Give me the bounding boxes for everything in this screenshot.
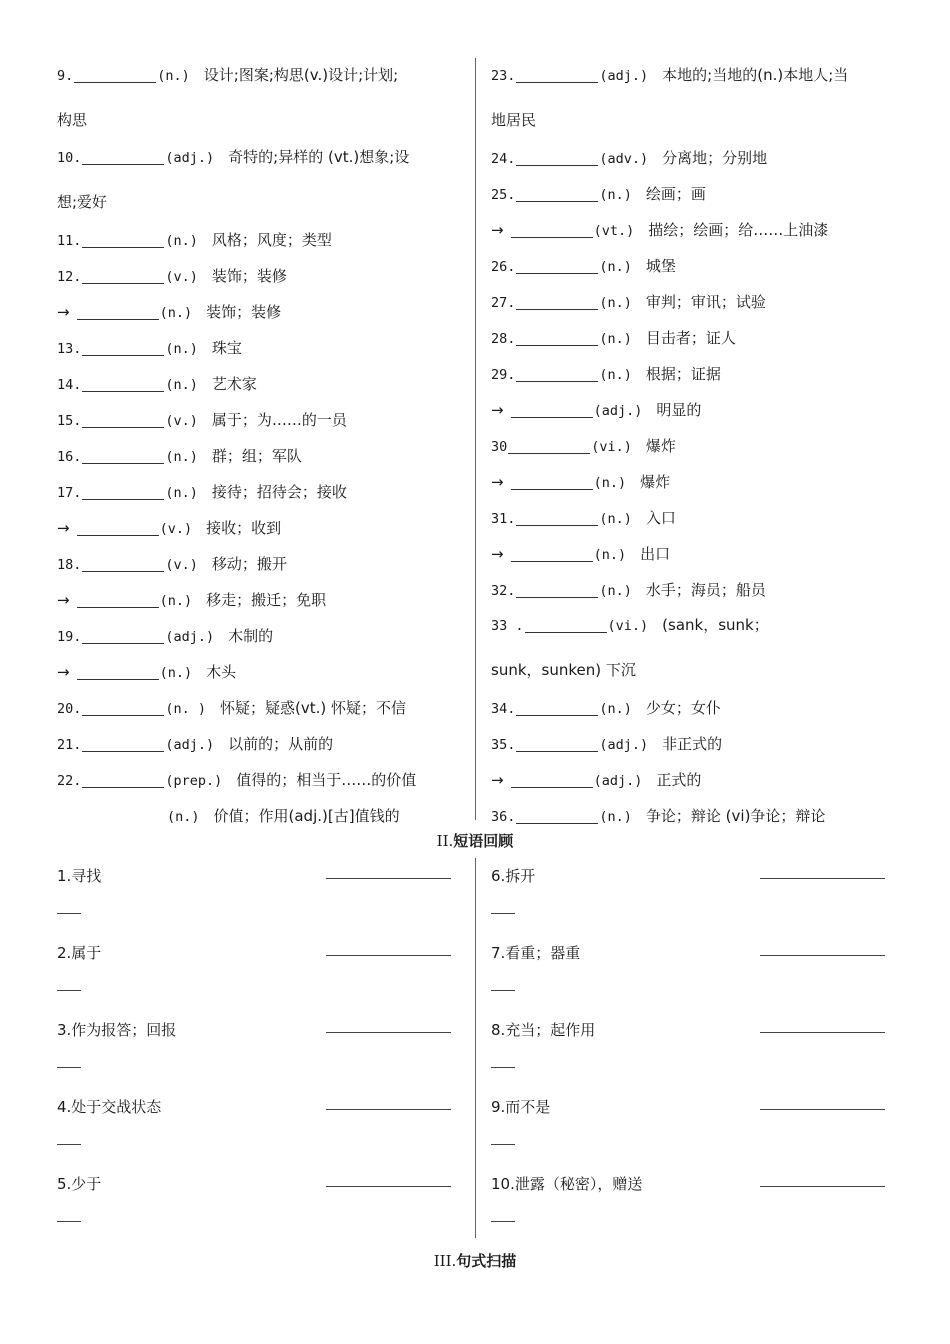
definition: 移走；搬迁；免职 — [206, 591, 327, 609]
part-of-speech: (n.) — [165, 341, 198, 357]
phrase-prompt: 6.拆开 — [491, 867, 536, 885]
phrase-prompt: 1.寻找 — [57, 867, 102, 885]
vocab-entry-continuation — [491, 100, 891, 140]
definition: 价值；作用(adj.)[古]值钱的 — [213, 807, 400, 825]
part-of-speech: (n.) — [599, 295, 632, 311]
section-title: 短语回顾 — [453, 832, 514, 850]
part-of-speech: (n.) — [159, 665, 193, 681]
part-of-speech: (v.) — [165, 557, 198, 573]
phrase-item — [57, 1096, 457, 1156]
definition: 本地的;当地的(n.)本地人;当 — [662, 66, 849, 84]
answer-blank — [77, 591, 159, 608]
definition: 群；组；军队 — [211, 447, 302, 465]
entry-number: 12. — [57, 269, 82, 285]
answer-blank — [511, 221, 593, 238]
phrase-item — [491, 1173, 891, 1233]
answer-blank — [508, 437, 590, 454]
answer-blank — [77, 519, 159, 536]
part-of-speech: (adj.) — [165, 737, 215, 753]
answer-line — [326, 955, 451, 956]
definition: 木制的 — [228, 627, 274, 645]
vocab-entry — [57, 654, 465, 690]
entry-number: 28. — [491, 331, 516, 347]
phrase-item — [491, 1096, 891, 1156]
part-of-speech: (prep.) — [165, 773, 223, 789]
vocab-entry — [491, 212, 891, 248]
vocab-entry — [491, 572, 891, 608]
section-number: II. — [436, 832, 454, 850]
vocab-entry-continuation — [491, 650, 891, 690]
answer-blank — [516, 257, 598, 274]
answer-line-tail — [491, 990, 515, 991]
phrase-item — [57, 1173, 457, 1233]
definition: 少女；女仆 — [645, 699, 721, 717]
entry-number: 31. — [491, 511, 516, 527]
part-of-speech: (v.) — [165, 413, 198, 429]
vocab-entry — [57, 222, 465, 258]
definition: 审判；审讯；试验 — [645, 293, 766, 311]
phrase-prompt: 8.充当；起作用 — [491, 1021, 596, 1039]
part-of-speech: (adj.) — [593, 403, 643, 419]
definition: 装饰；装修 — [206, 303, 282, 321]
part-of-speech: (n.) — [157, 68, 190, 84]
answer-blank — [82, 699, 164, 716]
derived-arrow-icon: → — [57, 303, 70, 321]
entry-number: 23. — [491, 68, 516, 84]
answer-blank — [82, 339, 164, 356]
part-of-speech: (n.) — [599, 511, 632, 527]
entry-number: 20. — [57, 701, 82, 717]
sentence-section-heading — [0, 1250, 950, 1271]
entry-number: 30 — [491, 439, 508, 455]
answer-blank — [516, 735, 598, 752]
definition: 入口 — [645, 509, 676, 527]
answer-blank — [516, 807, 598, 824]
definition: 艺术家 — [211, 375, 257, 393]
part-of-speech: (n.) — [599, 367, 632, 383]
phrase-item — [491, 942, 891, 1002]
definition: 城堡 — [645, 257, 676, 275]
entry-number: 17. — [57, 485, 82, 501]
definition: 目击者；证人 — [645, 329, 736, 347]
answer-blank — [82, 735, 164, 752]
vocab-entry — [57, 438, 465, 474]
vocab-left-column — [57, 58, 465, 834]
derived-arrow-icon: → — [491, 545, 504, 563]
definition: 接待；招待会；接收 — [211, 483, 347, 501]
answer-blank — [82, 555, 164, 572]
definition: 怀疑；疑惑(vt.) 怀疑；不信 — [220, 699, 407, 717]
definition: 争论；辩论 (vi)争论；辩论 — [645, 807, 826, 825]
vocab-entry — [57, 690, 465, 726]
part-of-speech: (n.) — [165, 449, 198, 465]
vocab-entry — [57, 474, 465, 510]
vocab-entry — [57, 140, 465, 182]
vocab-entry — [57, 618, 465, 654]
vocab-entry — [57, 366, 465, 402]
phrase-prompt: 10.泄露（秘密），赠送 — [491, 1175, 643, 1193]
definition: 风格；风度；类型 — [211, 231, 332, 249]
vocab-entry — [57, 798, 465, 834]
answer-blank — [516, 699, 598, 716]
answer-line — [326, 1109, 451, 1110]
answer-line-tail — [57, 1067, 81, 1068]
answer-line — [326, 1186, 451, 1187]
answer-blank — [82, 627, 164, 644]
part-of-speech: (vi.) — [591, 439, 632, 455]
vocab-entry — [57, 294, 465, 330]
entry-number: 27. — [491, 295, 516, 311]
entry-number: 14. — [57, 377, 82, 393]
answer-line — [326, 1032, 451, 1033]
entry-number: 18. — [57, 557, 82, 573]
entry-number: 34. — [491, 701, 516, 717]
part-of-speech: (n.) — [159, 305, 193, 321]
entry-number: 9. — [57, 68, 74, 84]
phrase-prompt: 2.属于 — [57, 944, 102, 962]
vocab-entry — [57, 762, 465, 798]
vocab-entry — [491, 58, 891, 100]
entry-number: 35. — [491, 737, 516, 753]
vocab-entry — [491, 762, 891, 798]
definition: 水手；海员；船员 — [645, 581, 766, 599]
vocab-entry — [57, 582, 465, 618]
vocab-entry — [491, 356, 891, 392]
entry-number: 25. — [491, 187, 516, 203]
answer-blank — [74, 66, 156, 83]
answer-blank — [82, 771, 164, 788]
derived-arrow-icon: → — [57, 519, 70, 537]
answer-line — [760, 1032, 885, 1033]
part-of-speech: (n.) — [165, 485, 198, 501]
answer-blank — [516, 149, 598, 166]
part-of-speech: (n.) — [165, 233, 198, 249]
part-of-speech: (adj.) — [599, 68, 649, 84]
vocab-entry — [491, 248, 891, 284]
definition-continuation: sunk，sunken) 下沉 — [491, 661, 636, 679]
answer-line-tail — [491, 1067, 515, 1068]
answer-blank — [511, 545, 593, 562]
phrase-item — [491, 1019, 891, 1079]
definition: 属于；为……的一员 — [211, 411, 347, 429]
vocab-entry — [491, 608, 891, 650]
phrase-prompt: 9.而不是 — [491, 1098, 551, 1116]
entry-number: 13. — [57, 341, 82, 357]
phrase-item — [57, 942, 457, 1002]
definition-continuation: 想;爱好 — [57, 193, 108, 211]
derived-arrow-icon: → — [57, 663, 70, 681]
definition: 移动；搬开 — [211, 555, 287, 573]
definition: 描绘；绘画；给……上油漆 — [648, 221, 829, 239]
entry-number: 36. — [491, 809, 516, 825]
answer-blank — [82, 231, 164, 248]
phrase-prompt: 5.少于 — [57, 1175, 102, 1193]
derived-arrow-icon: → — [491, 771, 504, 789]
part-of-speech: (v.) — [165, 269, 198, 285]
answer-line-tail — [57, 913, 81, 914]
answer-blank — [516, 293, 598, 310]
answer-blank — [516, 185, 598, 202]
definition: 分离地；分别地 — [662, 149, 768, 167]
definition-continuation: 地居民 — [491, 111, 537, 129]
vocab-entry — [57, 510, 465, 546]
derived-arrow-icon: → — [491, 473, 504, 491]
definition: (sank，sunk； — [662, 616, 769, 634]
answer-line — [760, 955, 885, 956]
vocab-entry-continuation — [57, 182, 465, 222]
definition: 绘画；画 — [645, 185, 706, 203]
answer-blank — [511, 473, 593, 490]
entry-number: 33 . — [491, 618, 524, 634]
vocab-entry — [491, 726, 891, 762]
vocab-entry — [491, 140, 891, 176]
vocab-entry — [57, 330, 465, 366]
phrase-prompt: 4.处于交战状态 — [57, 1098, 162, 1116]
phrase-section-heading — [0, 830, 950, 851]
definition: 珠宝 — [211, 339, 242, 357]
part-of-speech: (n.) — [599, 187, 632, 203]
vocab-entry — [491, 284, 891, 320]
part-of-speech: (adj.) — [165, 629, 215, 645]
answer-line-tail — [57, 1144, 81, 1145]
answer-line-tail — [491, 1221, 515, 1222]
definition: 正式的 — [656, 771, 702, 789]
vocab-entry — [491, 320, 891, 356]
column-divider — [475, 858, 476, 1238]
answer-blank — [516, 66, 598, 83]
part-of-speech: (adj.) — [599, 737, 649, 753]
answer-line — [760, 1109, 885, 1110]
section-title: 句式扫描 — [456, 1252, 517, 1270]
definition: 值得的；相当于……的价值 — [236, 771, 417, 789]
definition: 奇特的;异样的 (vt.)想象;设 — [228, 148, 410, 166]
part-of-speech: (adv.) — [599, 151, 649, 167]
answer-blank — [516, 581, 598, 598]
answer-line — [326, 878, 451, 879]
entry-number: 11. — [57, 233, 82, 249]
derived-arrow-icon: → — [57, 591, 70, 609]
vocab-entry-continuation — [57, 100, 465, 140]
vocab-entry — [491, 392, 891, 428]
definition: 明显的 — [656, 401, 702, 419]
answer-blank — [77, 663, 159, 680]
definition: 根据；证据 — [645, 365, 721, 383]
entry-number: 10. — [57, 150, 82, 166]
entry-number: 21. — [57, 737, 82, 753]
entry-number: 22. — [57, 773, 82, 789]
answer-blank — [82, 375, 164, 392]
part-of-speech: (n.) — [165, 377, 198, 393]
part-of-speech: (n.) — [599, 259, 632, 275]
part-of-speech: (vi.) — [607, 618, 649, 634]
answer-line — [760, 1186, 885, 1187]
vocab-entry — [491, 536, 891, 572]
part-of-speech: (n.) — [167, 809, 200, 825]
answer-line-tail — [491, 913, 515, 914]
definition: 装饰；装修 — [211, 267, 287, 285]
definition: 爆炸 — [640, 473, 671, 491]
phrase-prompt: 3.作为报答；回报 — [57, 1021, 177, 1039]
answer-blank — [525, 616, 607, 633]
part-of-speech: (vt.) — [593, 223, 635, 239]
derived-arrow-icon: → — [491, 401, 504, 419]
vocab-entry — [491, 690, 891, 726]
answer-blank — [82, 411, 164, 428]
part-of-speech: (n.) — [599, 809, 632, 825]
vocab-entry — [57, 402, 465, 438]
part-of-speech: (v.) — [159, 521, 193, 537]
answer-blank — [82, 267, 164, 284]
column-divider — [475, 58, 476, 820]
definition: 接收；收到 — [206, 519, 282, 537]
vocab-entry — [57, 258, 465, 294]
vocab-entry — [491, 464, 891, 500]
entry-number: 29. — [491, 367, 516, 383]
answer-blank — [516, 329, 598, 346]
entry-number: 19. — [57, 629, 82, 645]
entry-number: 24. — [491, 151, 516, 167]
part-of-speech: (n.) — [593, 547, 627, 563]
entry-number: 15. — [57, 413, 82, 429]
answer-line-tail — [57, 990, 81, 991]
part-of-speech: (n.) — [599, 701, 632, 717]
phrase-prompt: 7.看重；器重 — [491, 944, 581, 962]
answer-line-tail — [491, 1144, 515, 1145]
answer-blank — [511, 401, 593, 418]
part-of-speech: (adj.) — [593, 773, 643, 789]
part-of-speech: (n. ) — [165, 701, 207, 717]
definition: 爆炸 — [645, 437, 676, 455]
phrase-item — [491, 865, 891, 925]
answer-blank — [516, 365, 598, 382]
answer-blank — [82, 483, 164, 500]
vocab-entry — [57, 58, 465, 100]
vocab-entry — [57, 726, 465, 762]
answer-blank — [82, 447, 164, 464]
definition: 出口 — [640, 545, 671, 563]
definition: 以前的；从前的 — [228, 735, 334, 753]
part-of-speech: (n.) — [593, 475, 627, 491]
part-of-speech: (n.) — [599, 583, 632, 599]
part-of-speech: (n.) — [159, 593, 193, 609]
answer-line — [760, 878, 885, 879]
definition: 设计;图案;构思(v.)设计;计划; — [203, 66, 399, 84]
answer-blank — [82, 148, 164, 165]
definition: 非正式的 — [662, 735, 723, 753]
definition: 木头 — [206, 663, 237, 681]
part-of-speech: (n.) — [599, 331, 632, 347]
phrase-item — [57, 1019, 457, 1079]
answer-blank — [511, 771, 593, 788]
phrase-item — [57, 865, 457, 925]
answer-blank — [77, 303, 159, 320]
vocab-right-column — [491, 58, 891, 834]
answer-line-tail — [57, 1221, 81, 1222]
part-of-speech: (adj.) — [165, 150, 215, 166]
entry-number: 32. — [491, 583, 516, 599]
entry-number: 16. — [57, 449, 82, 465]
vocab-entry — [491, 176, 891, 212]
vocab-entry — [491, 428, 891, 464]
answer-blank — [516, 509, 598, 526]
vocab-entry — [491, 798, 891, 834]
section-number: III. — [433, 1252, 457, 1270]
entry-number: 26. — [491, 259, 516, 275]
definition-continuation: 构思 — [57, 111, 88, 129]
vocab-entry — [57, 546, 465, 582]
derived-arrow-icon: → — [491, 221, 504, 239]
vocab-entry — [491, 500, 891, 536]
